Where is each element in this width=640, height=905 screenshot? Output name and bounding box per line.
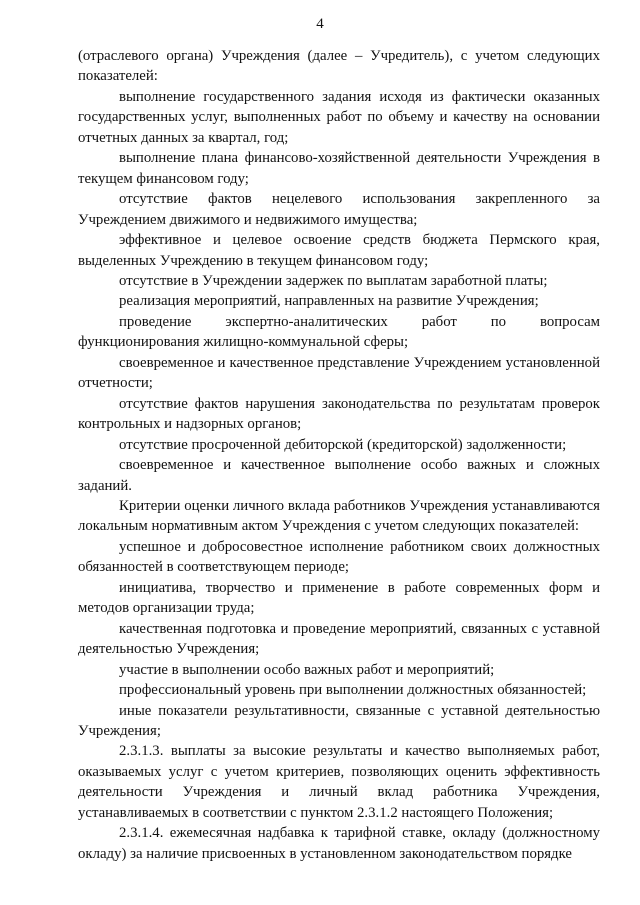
paragraph: реализация мероприятий, направленных на развитие Учреждения;	[119, 293, 539, 310]
paragraph: Критерии оценки личного вклада работников Учреждения устанавливаются локальным нормативным актом Учреждения с учетом следующих показателей:	[78, 497, 600, 535]
paragraph: качественная подготовка и проведение мероприятий, связанных с уставной деятельностью Учреждения;	[78, 620, 600, 658]
paragraph: отсутствие в Учреждении задержек по выплатам заработной платы;	[119, 272, 548, 289]
paragraph: 2.3.1.4. ежемесячная надбавка к тарифной ставке, окладу (должностному окладу) за наличие присвоенных в установленном законодательством порядке	[78, 825, 600, 862]
paragraph: отсутствие фактов нецелевого использования закрепленного за Учреждением движимого и недвижимого имущества;	[78, 191, 600, 228]
document-body	[78, 46, 600, 864]
paragraph: иные показатели результативности, связанные с уставной деятельностью Учреждения;	[78, 702, 600, 739]
paragraph: участие в выполнении особо важных работ и мероприятий;	[119, 661, 495, 678]
paragraph: успешное и добросовестное исполнение работником своих должностных обязанностей в соответствующем периоде;	[78, 538, 600, 576]
paragraph: профессиональный уровень при выполнении должностных обязанностей;	[119, 682, 587, 699]
paragraph: выполнение плана финансово-хозяйственной деятельности Учреждения в текущем финансовом году;	[78, 150, 600, 187]
paragraph: выполнение государственного задания исходя из фактически оказанных государственных услуг, выполненных работ по объему и качеству на основании отчетных данных за квартал, год;	[78, 88, 600, 146]
paragraph: эффективное и целевое освоение средств бюджета Пермского края, выделенных Учреждению в текущем финансовом году;	[78, 232, 600, 269]
paragraph: своевременное и качественное представление Учреждением установленной отчетности;	[78, 354, 600, 392]
paragraph: (отраслевого органа) Учреждения (далее – Учредитель), с учетом следующих показателей:	[78, 48, 600, 85]
page-number: 4	[316, 16, 324, 32]
paragraph: отсутствие фактов нарушения законодательства по результатам проверок контрольных и надзорных органов;	[78, 395, 600, 433]
paragraph: проведение экспертно-аналитических работ по вопросам функционирования жилищно-коммунальной сферы;	[78, 313, 600, 351]
paragraph: 2.3.1.3. выплаты за высокие результаты и качество выполняемых работ, оказываемых услуг с учетом критериев, позволяющих оценить эффективность деятельности Учреждения и личный вклад работника Учреждения, устанавливаемых в соответствии с пунктом 2.3.1.2 настоящего Положения;	[78, 743, 600, 821]
paragraph: своевременное и качественное выполнение особо важных и сложных заданий.	[78, 457, 600, 494]
paragraph: отсутствие просроченной дебиторской (кредиторской) задолженности;	[119, 436, 567, 453]
paragraph: инициатива, творчество и применение в работе современных форм и методов организации труда;	[78, 579, 600, 617]
